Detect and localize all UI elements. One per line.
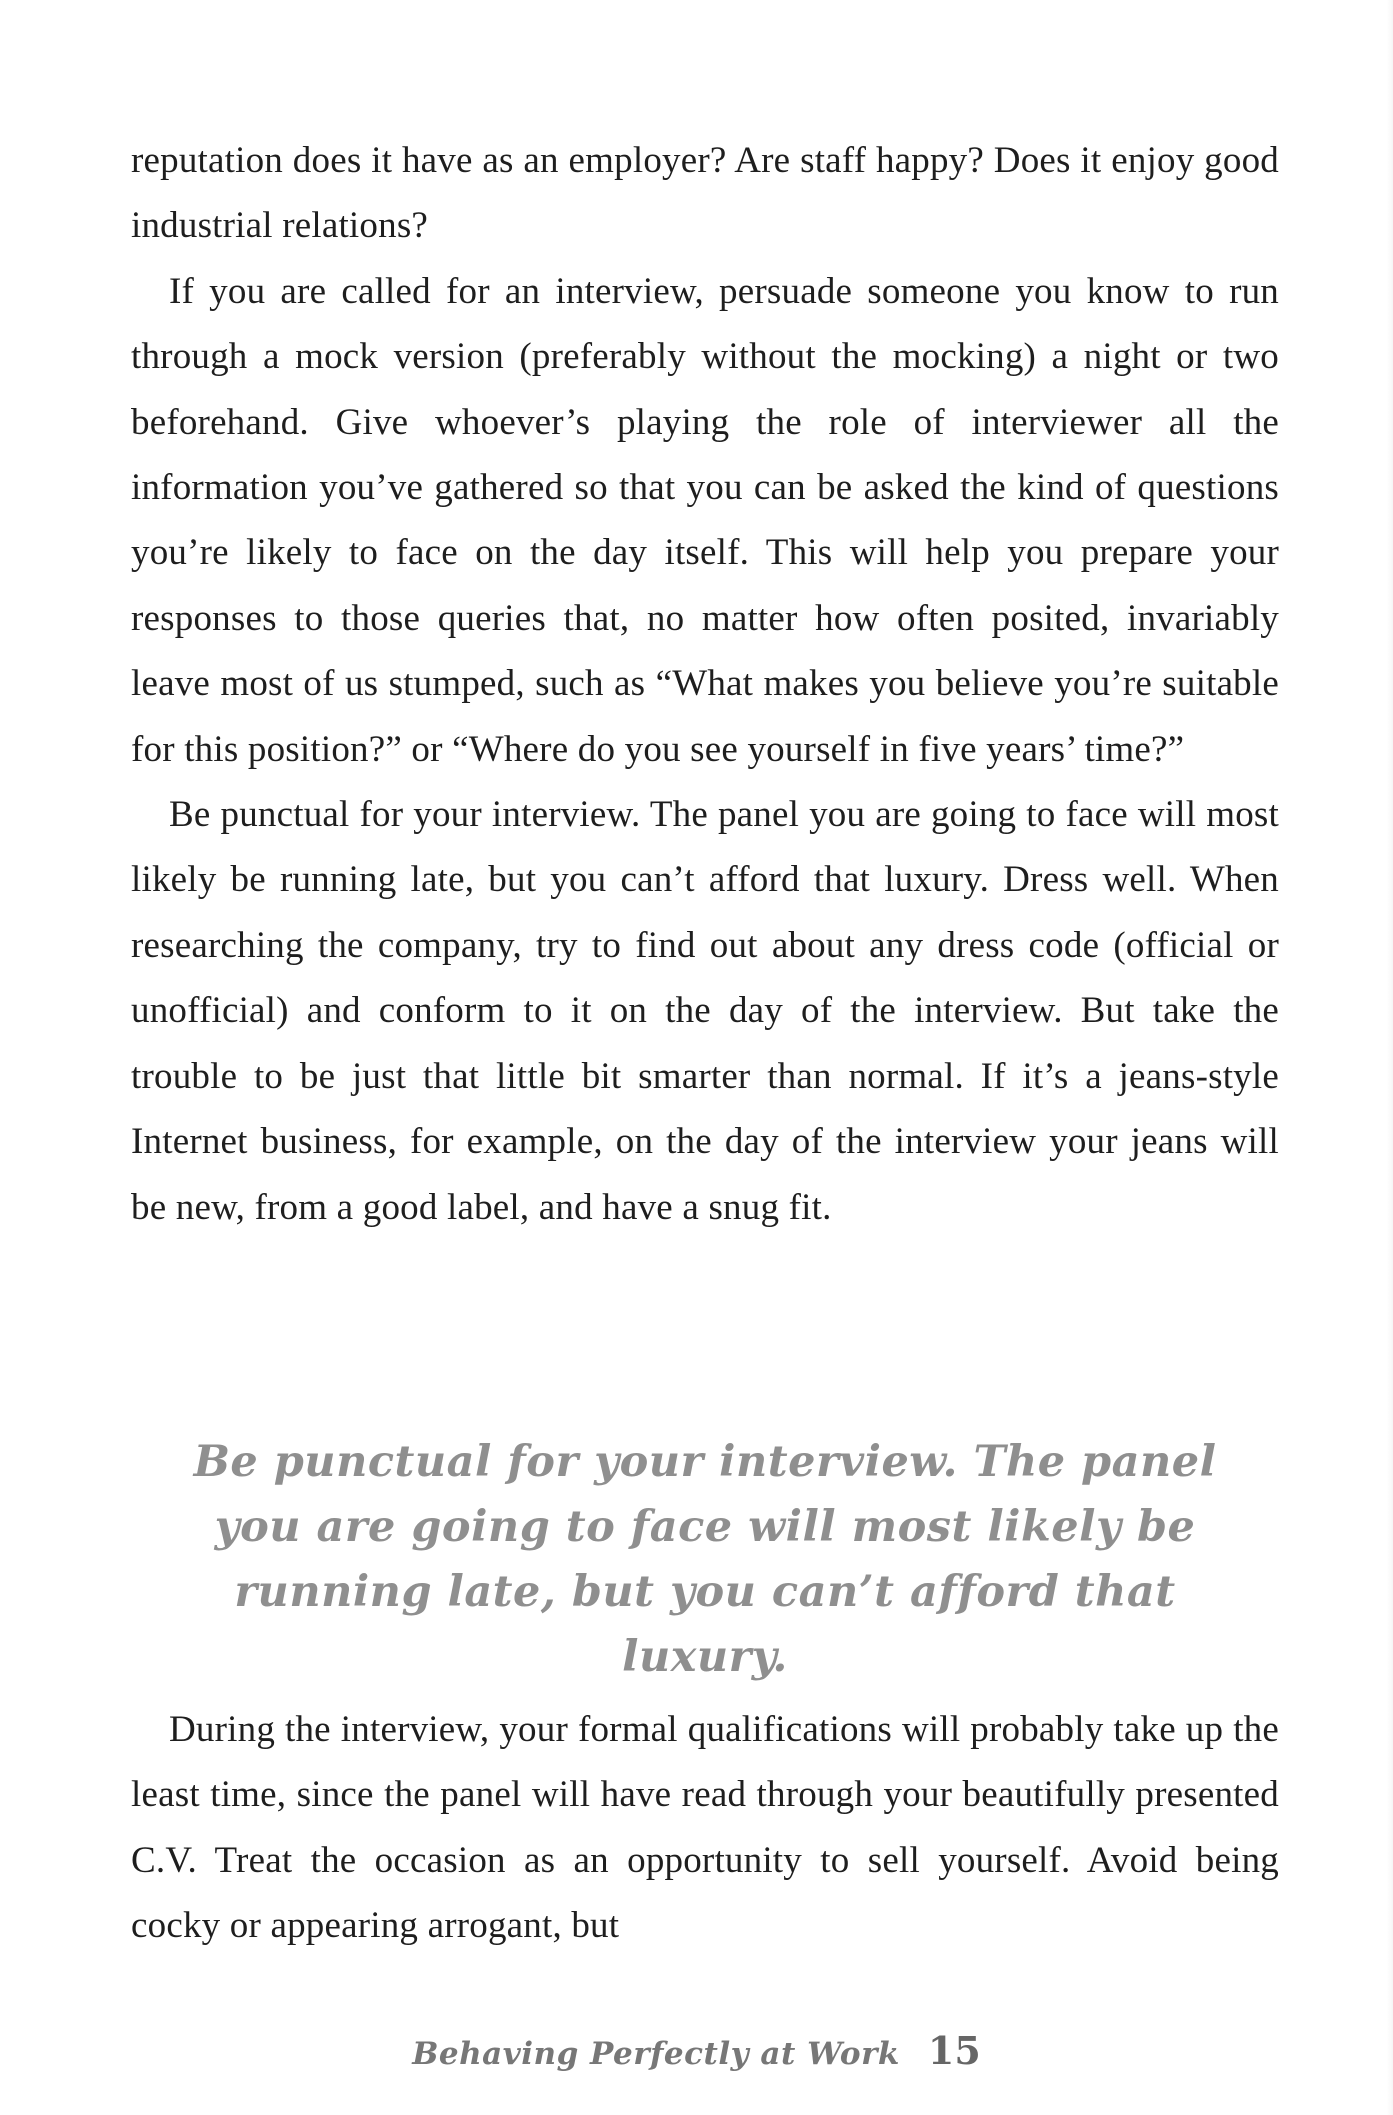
body-text-bottom [131,1697,1279,1959]
paragraph-during-interview: During the interview, your formal qualifications will probably take up the least time, since the panel will have read through your beautifully presented C.V. Treat the occasion as an opportunity to sell yourself. Avoid being cocky or appearing arrogant, but [131,1709,1279,1947]
page-footer [0,2028,1393,2073]
body-text-top [131,128,1279,1240]
running-footer-title: Behaving Perfectly at Work [412,2036,900,2072]
pull-quote: Be punctual for your interview. The panel you are going to face will most likely be running late, but you can’t afford that luxury. [193,1437,1217,1682]
paragraph-continued: reputation does it have as an employer? Are staff happy? Does it enjoy good industrial relations? [131,140,1279,247]
paragraph-punctuality: Be punctual for your interview. The panel you are going to face will most likely be running late, but you can’t afford that luxury. Dress well. When researching the company, try to find out about any dress code (official or unofficial) and conform to it on the day of the interview. But take the trouble to be just that little bit smarter than normal. If it’s a jeans-style Internet business, for example, on the day of the interview your jeans will be new, from a good label, and have a snug fit. [131,794,1279,1228]
paragraph-mock-interview: If you are called for an interview, persuade someone you know to run through a mock version (preferably without the mocking) a night or two beforehand. Give whoever’s playing the role of interviewer all the information you’ve gathered so that you can be asked the kind of questions you’re likely to face on the day itself. This will help you prepare your responses to those queries that, no matter how often posited, invariably leave most of us stumped, such as “What makes you believe you’re suitable for this position?” or “Where do you see yourself in five years’ time?” [131,270,1279,770]
page-number: 15 [927,2028,981,2073]
page-edge-shadow [1387,0,1393,2115]
